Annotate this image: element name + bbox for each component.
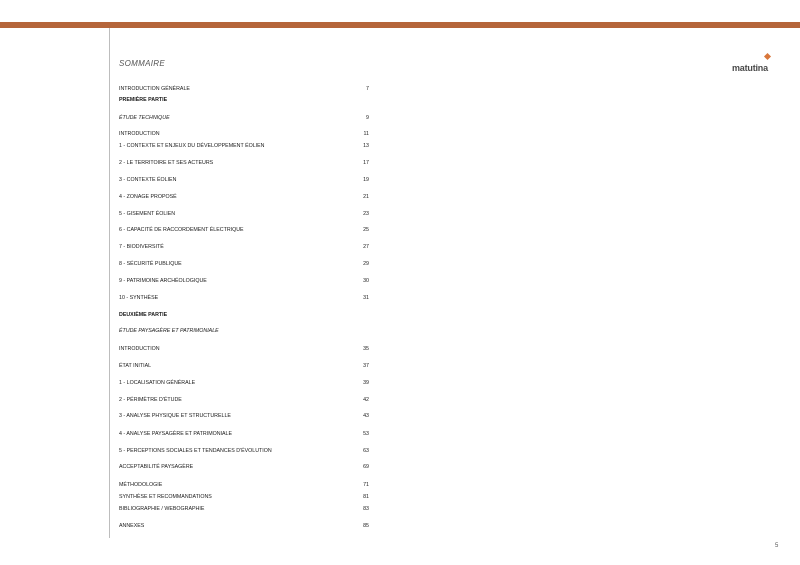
toc-entry[interactable]: ÉTAT INITIAL 37 [119, 363, 369, 369]
toc-entry[interactable]: 8 - SÉCURITÉ PUBLIQUE 29 [119, 261, 369, 267]
toc-entry[interactable]: 5 - GISEMENT ÉOLIEN 23 [119, 211, 369, 217]
brand-logo [732, 58, 768, 72]
toc-entry[interactable]: 4 - ANALYSE PAYSAGÈRE ET PATRIMONIALE 53 [119, 431, 369, 437]
toc-entry[interactable]: MÉTHODOLOGIE 71 [119, 482, 369, 488]
toc-entry[interactable]: 6 - CAPACITÉ DE RACCORDEMENT ÉLECTRIQUE 25 [119, 227, 369, 233]
toc-entry[interactable]: INTRODUCTION 35 [119, 346, 369, 352]
toc-entry[interactable]: INTRODUCTION GÉNÉRALE 7 [119, 86, 369, 92]
toc-section-heading[interactable]: ÉTUDE TECHNIQUE 9 [119, 115, 369, 121]
toc-entry[interactable]: ANNEXES 85 [119, 523, 369, 529]
toc-entry[interactable]: 3 - CONTEXTE ÉOLIEN 19 [119, 177, 369, 183]
page-number: 5 [775, 543, 779, 549]
toc-entry[interactable]: 2 - LE TERRITOIRE ET SES ACTEURS 17 [119, 160, 369, 166]
logo-mark-icon [764, 53, 771, 60]
toc-entry[interactable]: ACCEPTABILITÉ PAYSAGÈRE 69 [119, 464, 369, 470]
toc-part-heading: PREMIÈRE PARTIE [119, 97, 168, 103]
toc-part-heading: DEUXIÈME PARTIE [119, 312, 168, 318]
toc-section-heading[interactable]: ÉTUDE PAYSAGÈRE ET PATRIMONIALE [119, 328, 219, 334]
toc-entry[interactable]: 3 - ANALYSE PHYSIQUE ET STRUCTURELLE 43 [119, 413, 369, 419]
toc-entry[interactable]: BIBLIOGRAPHIE / WEBOGRAPHIE 83 [119, 506, 369, 512]
toc-entry[interactable]: INTRODUCTION 11 [119, 131, 369, 137]
header-accent-bar [0, 22, 800, 28]
toc-entry[interactable]: 4 - ZONAGE PROPOSÉ 21 [119, 194, 369, 200]
logo-text: matutina [732, 63, 768, 73]
toc-entry[interactable]: 5 - PERCEPTIONS SOCIALES ET TENDANCES D'ÉVOLUTION 63 [119, 448, 369, 454]
toc-entry[interactable]: SYNTHÈSE ET RECOMMANDATIONS 81 [119, 494, 369, 500]
toc-entry[interactable]: 1 - LOCALISATION GÉNÉRALE 39 [119, 380, 369, 386]
toc-entry[interactable]: 9 - PATRIMOINE ARCHÉOLOGIQUE 30 [119, 278, 369, 284]
toc-entry[interactable]: 2 - PÉRIMÈTRE D'ÉTUDE 42 [119, 397, 369, 403]
toc-entry[interactable]: 1 - CONTEXTE ET ENJEUX DU DÉVELOPPEMENT ÉOLIEN 13 [119, 143, 369, 149]
toc-entry[interactable]: 7 - BIODIVERSITÉ 27 [119, 244, 369, 250]
toc-title: SOMMAIRE [119, 59, 165, 68]
toc-entry[interactable]: 10 - SYNTHÈSE 31 [119, 295, 369, 301]
margin-divider [109, 28, 110, 538]
